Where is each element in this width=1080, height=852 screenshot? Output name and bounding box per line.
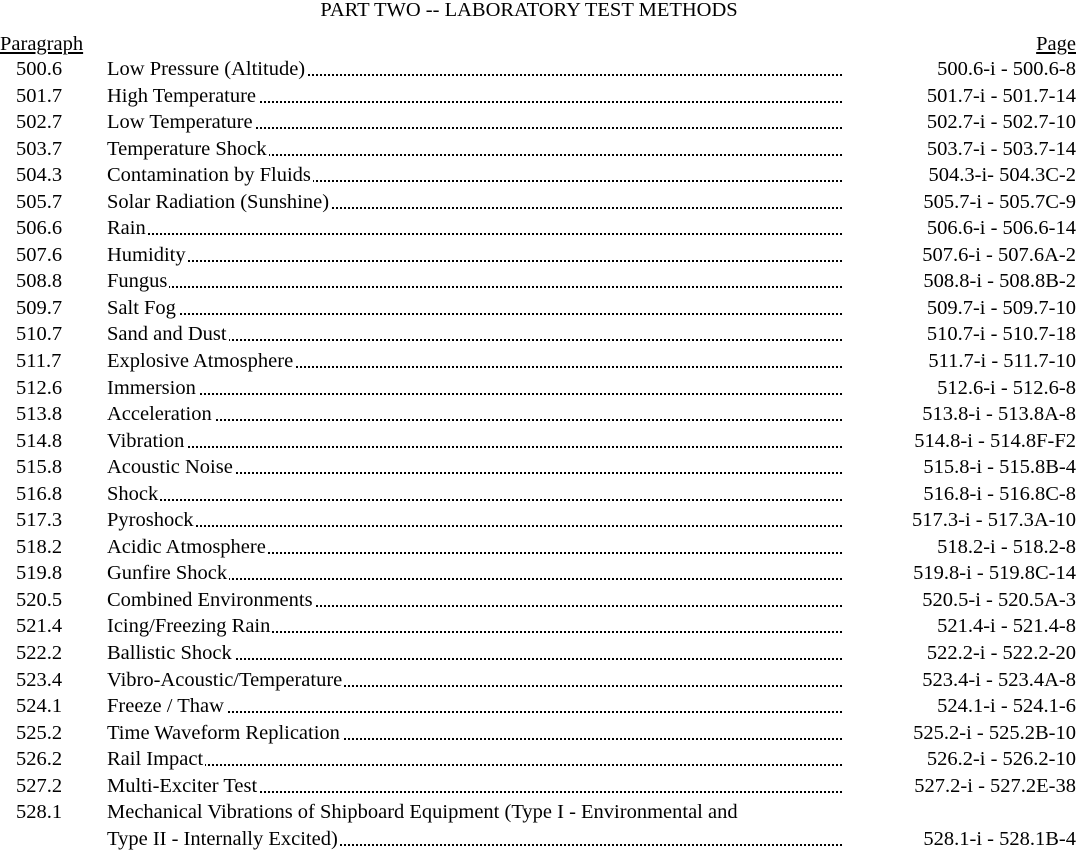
toc-entry[interactable] bbox=[0, 56, 1080, 83]
paragraph-number: 519.8 bbox=[16, 562, 63, 585]
toc-entry[interactable] bbox=[0, 162, 1080, 189]
paragraph-number: 502.7 bbox=[16, 111, 63, 134]
page-range: 526.2-i - 526.2-10 bbox=[926, 748, 1076, 771]
test-method-title: Vibro-Acoustic/Temperature bbox=[107, 667, 842, 693]
paragraph-number: 521.4 bbox=[16, 615, 63, 638]
test-method-title: Acceleration bbox=[107, 401, 842, 427]
paragraph-number: 507.6 bbox=[16, 243, 63, 266]
toc-entry[interactable] bbox=[0, 799, 1080, 852]
paragraph-number: 525.2 bbox=[16, 721, 63, 744]
test-method-title: Shock bbox=[107, 481, 842, 507]
toc-entry[interactable] bbox=[0, 189, 1080, 216]
test-method-title: Ballistic Shock bbox=[107, 640, 842, 666]
paragraph-number: 527.2 bbox=[16, 774, 63, 797]
page-range: 528.1-i - 528.1B-4 bbox=[923, 827, 1076, 850]
toc-entry[interactable] bbox=[0, 693, 1080, 720]
toc-entry[interactable] bbox=[0, 667, 1080, 694]
paragraph-number: 509.7 bbox=[16, 296, 63, 319]
test-method-title: Sand and Dust bbox=[107, 321, 842, 347]
toc-entry[interactable] bbox=[0, 401, 1080, 428]
page-range: 503.7-i - 503.7-14 bbox=[926, 137, 1076, 160]
paragraph-number: 522.2 bbox=[16, 642, 63, 665]
toc-entry[interactable] bbox=[0, 560, 1080, 587]
test-method-title: Salt Fog bbox=[107, 295, 842, 321]
toc-entry[interactable] bbox=[0, 136, 1080, 163]
page-range: 508.8-i - 508.8B-2 bbox=[923, 270, 1076, 293]
page-range: 501.7-i - 501.7-14 bbox=[926, 84, 1076, 107]
page-range: 515.8-i - 515.8B-4 bbox=[923, 456, 1076, 479]
page-range: 527.2-i - 527.2E-38 bbox=[914, 774, 1076, 797]
toc-entry[interactable] bbox=[0, 215, 1080, 242]
test-method-title: Vibration bbox=[107, 428, 842, 454]
toc-entry[interactable] bbox=[0, 773, 1080, 800]
page-range: 511.7-i - 511.7-10 bbox=[928, 350, 1076, 373]
toc-entry[interactable] bbox=[0, 746, 1080, 773]
page-range: 514.8-i - 514.8F-F2 bbox=[914, 429, 1076, 452]
page-range: 524.1-i - 524.1-6 bbox=[937, 695, 1076, 718]
paragraph-number: 501.7 bbox=[16, 84, 63, 107]
paragraph-number: 504.3 bbox=[16, 164, 63, 187]
paragraph-number: 508.8 bbox=[16, 270, 63, 293]
toc-entry[interactable] bbox=[0, 321, 1080, 348]
paragraph-number: 503.7 bbox=[16, 137, 63, 160]
toc-entry[interactable] bbox=[0, 640, 1080, 667]
page-range: 525.2-i - 525.2B-10 bbox=[913, 721, 1076, 744]
test-method-title: Gunfire Shock bbox=[107, 560, 842, 586]
test-method-title: Rain bbox=[107, 215, 842, 241]
paragraph-number: 523.4 bbox=[16, 668, 63, 691]
toc-entry[interactable] bbox=[0, 348, 1080, 375]
test-method-title: Explosive Atmosphere bbox=[107, 348, 842, 374]
toc-entry[interactable] bbox=[0, 268, 1080, 295]
test-method-title: Rail Impact bbox=[107, 746, 842, 772]
test-method-title: Solar Radiation (Sunshine) bbox=[107, 189, 842, 215]
toc-entry[interactable] bbox=[0, 534, 1080, 561]
page-range: 510.7-i - 510.7-18 bbox=[926, 323, 1076, 346]
page-range: 522.2-i - 522.2-20 bbox=[926, 642, 1076, 665]
page-range: 502.7-i - 502.7-10 bbox=[926, 111, 1076, 134]
page-range: 518.2-i - 518.2-8 bbox=[937, 535, 1076, 558]
page-range: 523.4-i - 523.4A-8 bbox=[922, 668, 1076, 691]
paragraph-number: 511.7 bbox=[16, 350, 62, 373]
test-method-title bbox=[107, 799, 842, 852]
paragraph-number: 518.2 bbox=[16, 535, 63, 558]
document-title: PART TWO -- LABORATORY TEST METHODS bbox=[320, 0, 738, 21]
test-method-title: Immersion bbox=[107, 375, 842, 401]
toc-entry[interactable] bbox=[0, 613, 1080, 640]
paragraph-number: 524.1 bbox=[16, 695, 63, 718]
test-method-title: Low Pressure (Altitude) bbox=[107, 56, 842, 82]
page-column-header: Page bbox=[1036, 33, 1076, 55]
paragraph-number: 517.3 bbox=[16, 509, 63, 532]
test-method-title: Humidity bbox=[107, 242, 842, 268]
paragraph-number: 510.7 bbox=[16, 323, 63, 346]
test-method-title: Temperature Shock bbox=[107, 136, 842, 162]
toc-entry[interactable] bbox=[0, 242, 1080, 269]
table-of-contents bbox=[0, 56, 1080, 852]
test-method-title: Acidic Atmosphere bbox=[107, 534, 842, 560]
page-range: 516.8-i - 516.8C-8 bbox=[923, 482, 1076, 505]
page-range: 517.3-i - 517.3A-10 bbox=[912, 509, 1076, 532]
test-method-title: Icing/Freezing Rain bbox=[107, 613, 842, 639]
toc-entry[interactable] bbox=[0, 454, 1080, 481]
page-range: 507.6-i - 507.6A-2 bbox=[922, 243, 1076, 266]
paragraph-number: 513.8 bbox=[16, 403, 63, 426]
test-method-title: Pyroshock bbox=[107, 507, 842, 533]
page-range: 509.7-i - 509.7-10 bbox=[926, 296, 1076, 319]
test-method-title: Combined Environments bbox=[107, 587, 842, 613]
paragraph-column-header: Paragraph bbox=[0, 33, 84, 55]
paragraph-number: 505.7 bbox=[16, 190, 63, 213]
page-range: 512.6-i - 512.6-8 bbox=[937, 376, 1076, 399]
paragraph-number: 526.2 bbox=[16, 748, 63, 771]
toc-entry[interactable] bbox=[0, 507, 1080, 534]
page-range: 513.8-i - 513.8A-8 bbox=[922, 403, 1076, 426]
paragraph-number: 520.5 bbox=[16, 588, 63, 611]
test-method-title: High Temperature bbox=[107, 83, 842, 109]
page-range: 505.7-i - 505.7C-9 bbox=[923, 190, 1076, 213]
test-method-title: Multi-Exciter Test bbox=[107, 773, 842, 799]
page-range: 520.5-i - 520.5A-3 bbox=[922, 588, 1076, 611]
paragraph-number: 515.8 bbox=[16, 456, 63, 479]
toc-entry[interactable] bbox=[0, 428, 1080, 455]
paragraph-number: 528.1 bbox=[16, 801, 63, 824]
test-method-title: Freeze / Thaw bbox=[107, 693, 842, 719]
page-range: 521.4-i - 521.4-8 bbox=[937, 615, 1076, 638]
test-method-title: Low Temperature bbox=[107, 109, 842, 135]
page-range: 506.6-i - 506.6-14 bbox=[926, 217, 1076, 240]
test-method-title: Contamination by Fluids bbox=[107, 162, 842, 188]
toc-entry[interactable] bbox=[0, 481, 1080, 508]
paragraph-number: 512.6 bbox=[16, 376, 63, 399]
page-range: 504.3-i- 504.3C-2 bbox=[928, 164, 1076, 187]
toc-entry[interactable] bbox=[0, 83, 1080, 110]
page-range: 519.8-i - 519.8C-14 bbox=[913, 562, 1076, 585]
toc-entry[interactable] bbox=[0, 109, 1080, 136]
test-method-title: Time Waveform Replication bbox=[107, 720, 842, 746]
paragraph-number: 514.8 bbox=[16, 429, 63, 452]
paragraph-number: 500.6 bbox=[16, 58, 63, 80]
test-method-title: Fungus bbox=[107, 268, 842, 294]
toc-entry[interactable] bbox=[0, 587, 1080, 614]
toc-entry[interactable] bbox=[0, 295, 1080, 322]
page-range: 500.6-i - 500.6-8 bbox=[937, 58, 1076, 80]
toc-entry[interactable] bbox=[0, 375, 1080, 402]
test-method-title: Acoustic Noise bbox=[107, 454, 842, 480]
title-line-2: Type II - Internally Excited) bbox=[107, 827, 338, 850]
title-line-1: Mechanical Vibrations of Shipboard Equipment (Type I - Environmental and bbox=[107, 801, 738, 824]
toc-entry[interactable] bbox=[0, 720, 1080, 747]
paragraph-number: 506.6 bbox=[16, 217, 63, 240]
paragraph-number: 516.8 bbox=[16, 482, 63, 505]
